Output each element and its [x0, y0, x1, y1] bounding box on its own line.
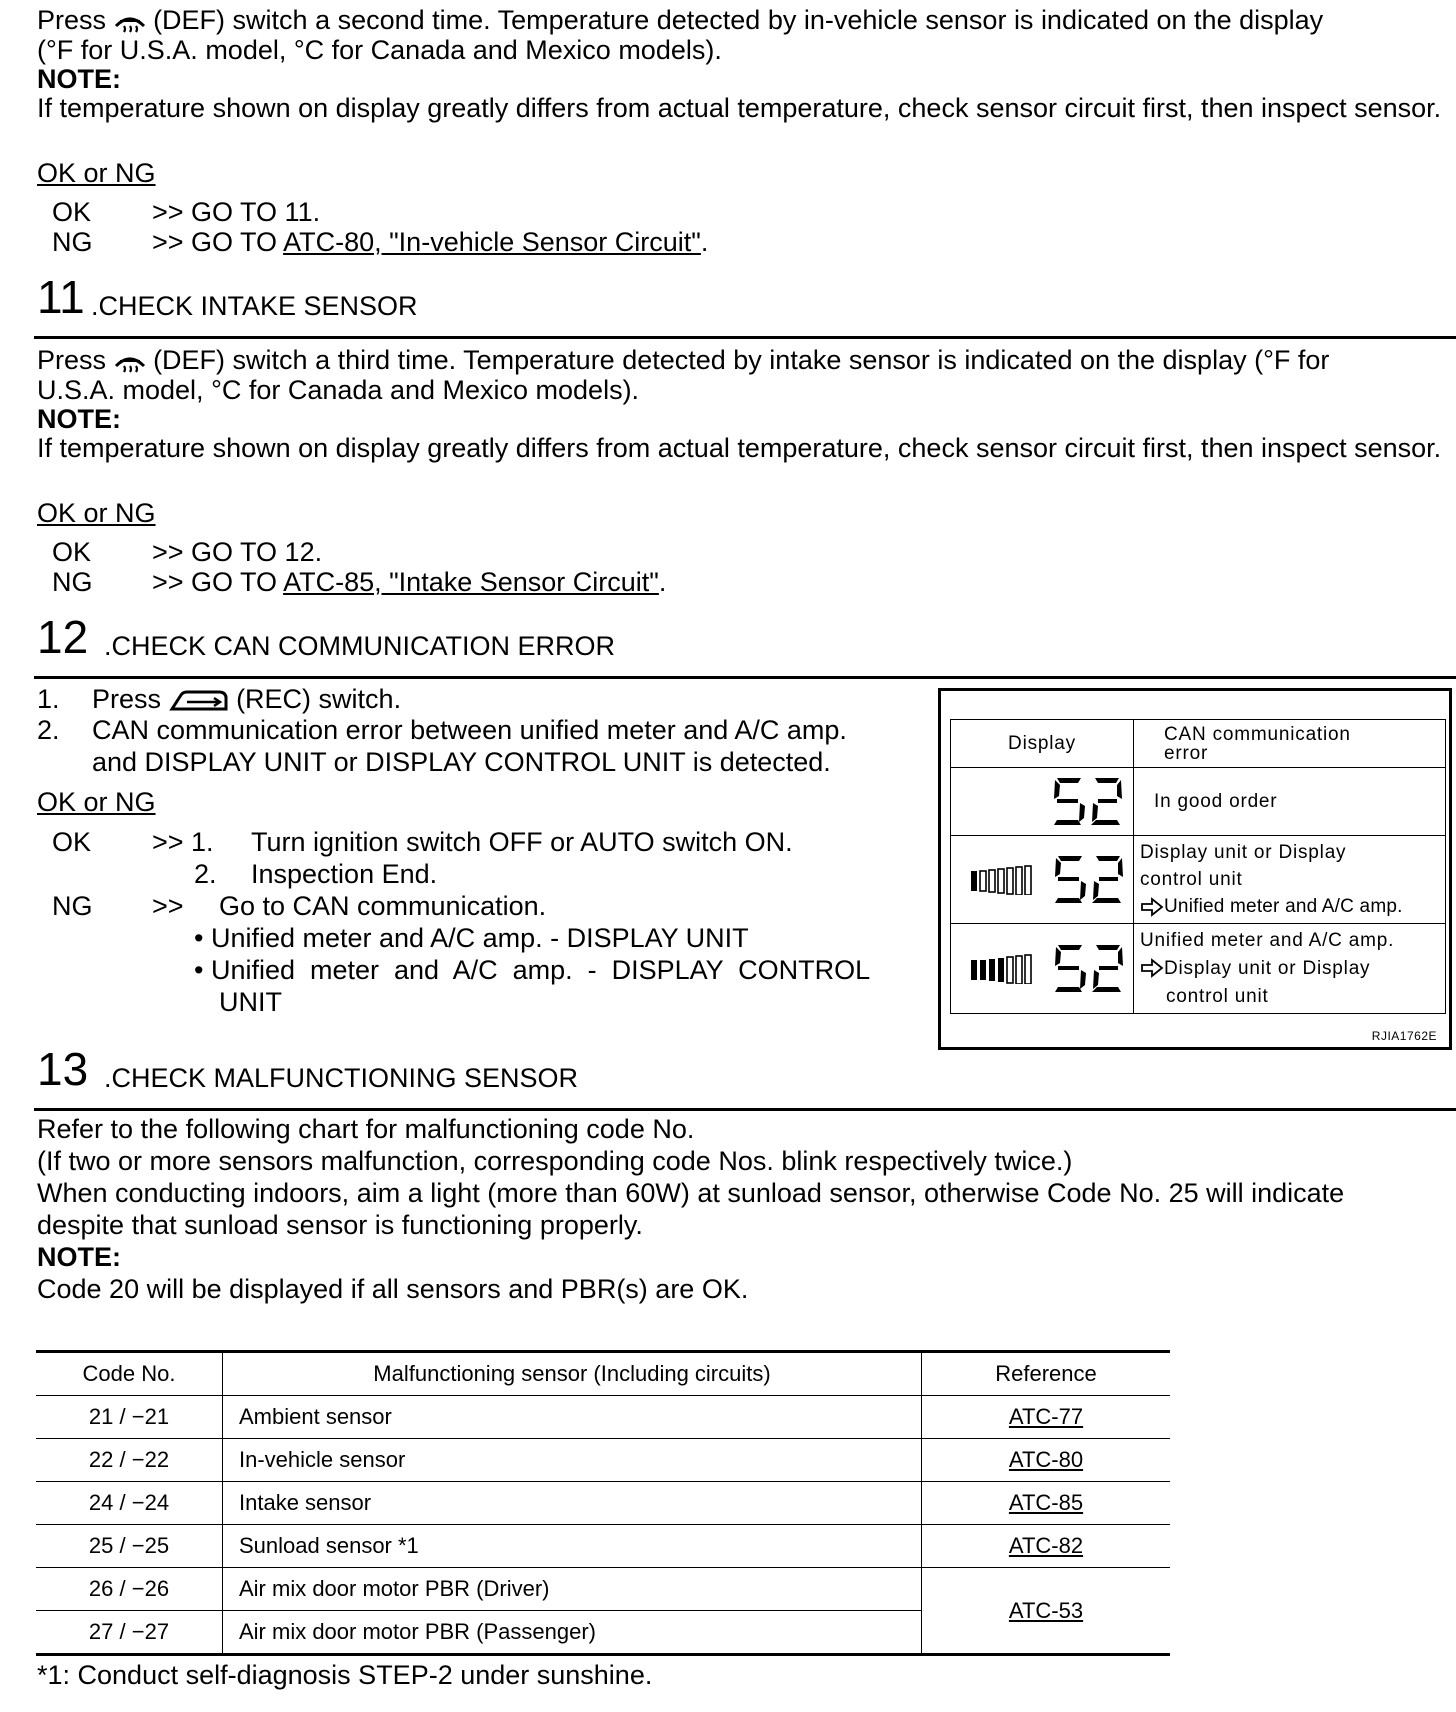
link-atc-82[interactable]: ATC-82	[1008, 1533, 1084, 1558]
sec10-note-text: If temperature shown on display greatly differs from actual temperature, check sensor circuit first, then inspect sensor.	[37, 93, 1442, 123]
code-cell: 27 / −27	[36, 1611, 223, 1655]
table-row	[36, 1568, 1170, 1611]
sec12-ng-label: NG	[52, 891, 93, 921]
sec10-ng-row: >> GO TO ATC-80, "In-vehicle Sensor Circuit".	[152, 227, 709, 257]
arrow-right-icon	[1140, 897, 1164, 917]
fig-header-display: Display	[951, 720, 1134, 768]
code-cell: 22 / −22	[36, 1439, 223, 1482]
sec13-line1: Refer to the following chart for malfunctioning code No.	[37, 1114, 695, 1144]
sec12-ng-bullet2b: UNIT	[219, 987, 282, 1017]
link-atc-80[interactable]: ATC-80	[1008, 1447, 1084, 1472]
sec12-step2b: and DISPLAY UNIT or DISPLAY CONTROL UNIT is detected.	[92, 747, 831, 777]
bar-indicator-2	[971, 954, 1046, 984]
sec12-step2a: CAN communication error between unified meter and A/C amp.	[92, 715, 847, 745]
sec12-ng-bullet2: • Unified meter and A/C amp. - DISPLAY CONTROL	[194, 955, 871, 985]
sec12-step1-num: 1.	[37, 684, 60, 714]
link-atc-80-circuit[interactable]: ATC-80, "In-vehicle Sensor Circuit"	[283, 227, 701, 257]
sec12-ok-arrow: >> 1.	[152, 827, 214, 857]
sec11-number: 11	[37, 271, 85, 323]
sec11-line2: U.S.A. model, °C for Canada and Mexico models).	[37, 375, 640, 405]
table-header-row	[36, 1352, 1170, 1396]
fig-ref-code: RJIA1762E	[1371, 1029, 1437, 1043]
sec10-ok-label: OK	[52, 197, 92, 227]
sec10-note-label: NOTE:	[37, 64, 121, 94]
sec12-ok-step1: Turn ignition switch OFF or AUTO switch ON.	[251, 827, 793, 857]
sec11-ng-label: NG	[52, 567, 93, 597]
link-atc-85-circuit[interactable]: ATC-85, "Intake Sensor Circuit"	[283, 567, 659, 597]
col-header-reference: Reference	[922, 1352, 1171, 1396]
link-atc-77[interactable]: ATC-77	[1008, 1404, 1084, 1429]
sec13-line2: (If two or more sensors malfunction, corresponding code Nos. blink respectively twice.)	[37, 1146, 1073, 1176]
sec11-rule	[34, 336, 1456, 339]
sec13-rule	[34, 1108, 1456, 1111]
sec12-ng-bullet1: • Unified meter and A/C amp. - DISPLAY UNIT	[194, 923, 749, 953]
sec10-line2: (°F for U.S.A. model, °C for Canada and Mexico models).	[37, 35, 722, 65]
def-icon	[114, 350, 146, 374]
code-cell: 25 / −25	[36, 1525, 223, 1568]
sec12-step2-num: 2.	[37, 715, 60, 745]
sec11-okng: OK or NG	[37, 498, 156, 528]
sec10-line1: Press (DEF) switch a second time. Temperature detected by in-vehicle sensor is indicated on the display	[37, 5, 1324, 35]
link-atc-85[interactable]: ATC-85	[1008, 1490, 1084, 1515]
sec11-note-label: NOTE:	[37, 404, 121, 434]
sensor-cell: In-vehicle sensor	[223, 1439, 922, 1482]
seven-segment-52	[1052, 854, 1126, 906]
sensor-cell: Air mix door motor PBR (Driver)	[223, 1568, 922, 1611]
sensor-cell: Air mix door motor PBR (Passenger)	[223, 1611, 922, 1655]
seven-segment-52	[1052, 943, 1126, 995]
sec12-ok-n2: 2.	[194, 859, 217, 889]
sec13-line4: despite that sunload sensor is functioning properly.	[37, 1210, 643, 1240]
sec10-ok-text: >> GO TO 11.	[152, 197, 321, 227]
table-row	[36, 1439, 1170, 1482]
sec13-number: 13	[37, 1043, 89, 1095]
sec12-ng-text: Go to CAN communication.	[219, 891, 547, 921]
fig-header-error: CAN communication error	[1134, 720, 1446, 768]
table-row	[36, 1525, 1170, 1568]
sec11-ok-label: OK	[52, 537, 92, 567]
sec13-title: .CHECK MALFUNCTIONING SENSOR	[104, 1063, 579, 1093]
sec13-note-label: NOTE:	[37, 1242, 121, 1272]
sec10-ng-label: NG	[52, 227, 93, 257]
malfunction-code-table	[36, 1350, 1170, 1656]
sec12-title: .CHECK CAN COMMUNICATION ERROR	[104, 631, 616, 661]
table-row	[36, 1396, 1170, 1439]
sensor-cell: Intake sensor	[223, 1482, 922, 1525]
sec11-ng-row: >> GO TO ATC-85, "Intake Sensor Circuit".	[152, 567, 667, 597]
fig-row-display-unit: Display unit or Display control unit Unified meter and A/C amp.	[1134, 836, 1446, 924]
fig-display-meter-error	[951, 924, 1134, 1014]
seven-segment-52	[1051, 776, 1125, 828]
code-cell: 21 / −21	[36, 1396, 223, 1439]
sec13-line3: When conducting indoors, aim a light (more than 60W) at sunload sensor, otherwise Code No. 25 will indicate	[37, 1178, 1345, 1208]
def-icon	[114, 10, 146, 34]
sec11-title: .CHECK INTAKE SENSOR	[91, 291, 418, 321]
link-atc-53[interactable]: ATC-53	[1008, 1597, 1084, 1623]
fig-row-good: In good order	[1134, 768, 1446, 836]
col-header-sensor: Malfunctioning sensor (Including circuits)	[223, 1352, 922, 1396]
sec12-number: 12	[37, 611, 89, 663]
fig-row-meter: Unified meter and A/C amp. Display unit or Display control unit	[1134, 924, 1446, 1014]
sec11-line1: Press (DEF) switch a third time. Temperature detected by intake sensor is indicated on the display (°F for	[37, 345, 1330, 375]
fig-display-unit-error	[951, 836, 1134, 924]
fig-display-good	[951, 768, 1134, 836]
sec12-step1: Press (REC) switch.	[92, 684, 402, 714]
sensor-cell: Ambient sensor	[223, 1396, 922, 1439]
sec11-note-text: If temperature shown on display greatly differs from actual temperature, check sensor circuit first, then inspect sensor.	[37, 433, 1442, 463]
svg-text:52: 52	[1051, 775, 1054, 777]
code-cell: 26 / −26	[36, 1568, 223, 1611]
sec13-note-text: Code 20 will be displayed if all sensors and PBR(s) are OK.	[37, 1274, 749, 1304]
sec10-okng: OK or NG	[37, 158, 156, 188]
sec12-okng: OK or NG	[37, 787, 156, 817]
sensor-cell: Sunload sensor *1	[223, 1525, 922, 1568]
rec-icon	[169, 689, 229, 713]
sec11-ok-text: >> GO TO 12.	[152, 537, 323, 567]
sec12-ok-step2: Inspection End.	[251, 859, 438, 889]
arrow-right-icon	[1140, 958, 1164, 978]
can-error-figure	[938, 688, 1452, 1050]
table-row	[36, 1482, 1170, 1525]
footnote: *1: Conduct self-diagnosis STEP-2 under sunshine.	[37, 1660, 653, 1690]
col-header-code: Code No.	[36, 1352, 223, 1396]
bar-indicator-1	[971, 865, 1046, 895]
sec12-ok-label: OK	[52, 827, 92, 857]
can-error-table	[950, 719, 1446, 1014]
code-cell: 24 / −24	[36, 1482, 223, 1525]
sec12-rule	[34, 676, 1456, 679]
sec12-ng-arrow: >>	[152, 891, 184, 921]
